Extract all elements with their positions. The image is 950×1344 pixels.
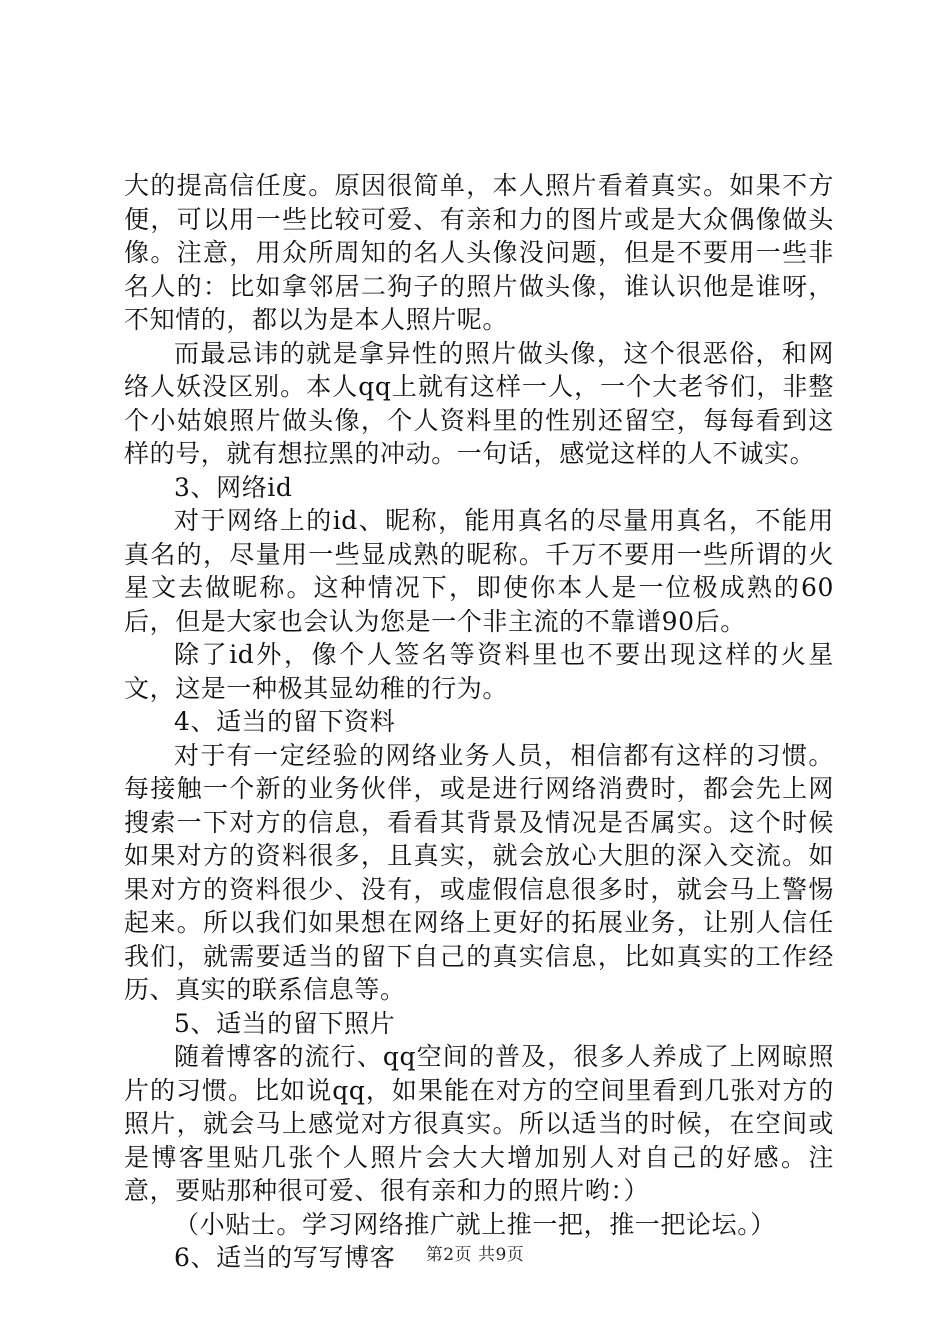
section-heading-leave-info: 4、适当的留下资料	[174, 707, 396, 736]
paragraph-continuation: 大的提高信任度。原因很简单，本人照片看着真实。如果不方便，可以用一些比较可爱、有亲和力的图片或是大众偶像做头像。注意，用众所周知的名人头像没问题，但是不要用一些非名人的：比如拿邻居二狗子的照片做头像，谁认识他是谁呀，不知情的，都以为是本人照片呢。	[124, 171, 834, 334]
document-body	[124, 169, 834, 1275]
section-heading-blog: 6、适当的写写博客	[174, 1243, 396, 1272]
paragraph-leave-photos: 随着博客的流行、qq空间的普及，很多人养成了上网晾照片的习惯。比如说qq，如果能在对方的空间里看到几张对方的照片，就会马上感觉对方很真实。所以适当的时候，在空间或是博客里贴几张个人照片会大大增加别人对自己的好感。注意，要贴那种很可爱、很有亲和力的照片哟：）	[124, 1042, 834, 1205]
paragraph-leave-info: 对于有一定经验的网络业务人员，相信都有这样的习惯。每接触一个新的业务伙伴，或是进行网络消费时，都会先上网搜索一下对方的信息，看看其背景及情况是否属实。这个时候如果对方的资料很多，且真实，就会放心大胆的深入交流。如果对方的资料很少、没有，或虚假信息很多时，就会马上警惕起来。所以我们如果想在网络上更好的拓展业务，让别人信任我们，就需要适当的留下自己的真实信息，比如真实的工作经历、真实的联系信息等。	[124, 740, 834, 1004]
section-heading-leave-photos: 5、适当的留下照片	[174, 1008, 396, 1038]
page-footer: 第2页 共9页	[425, 1245, 525, 1265]
paragraph-nickname: 对于网络上的id、昵称，能用真名的尽量用真名，不能用真名的，尽量用一些显成熟的昵称。千万不要用一些所谓的火星文去做昵称。这种情况下，即使你本人是一位极成熟的60后，但是大家也会认为您是一个非主流的不靠谱90后。	[124, 506, 834, 636]
paragraph-tip: （小贴士。学习网络推广就上推一把，推一把论坛。）	[174, 1209, 776, 1239]
section-heading-network-id: 3、网络id	[174, 472, 293, 502]
paragraph-signature: 除了id外，像个人签名等资料里也不要出现这样的火星文，这是一种极其显幼稚的行为。	[124, 640, 834, 703]
paragraph-opposite-sex-avatar: 而最忌讳的就是拿异性的照片做头像，这个很恶俗，和网络人妖没区别。本人qq上就有这样一人，一个大老爷们，非整个小姑娘照片做头像，个人资料里的性别还留空，每每看到这样的号，就有想拉黑的冲动。一句话，感觉这样的人不诚实。	[124, 338, 834, 468]
